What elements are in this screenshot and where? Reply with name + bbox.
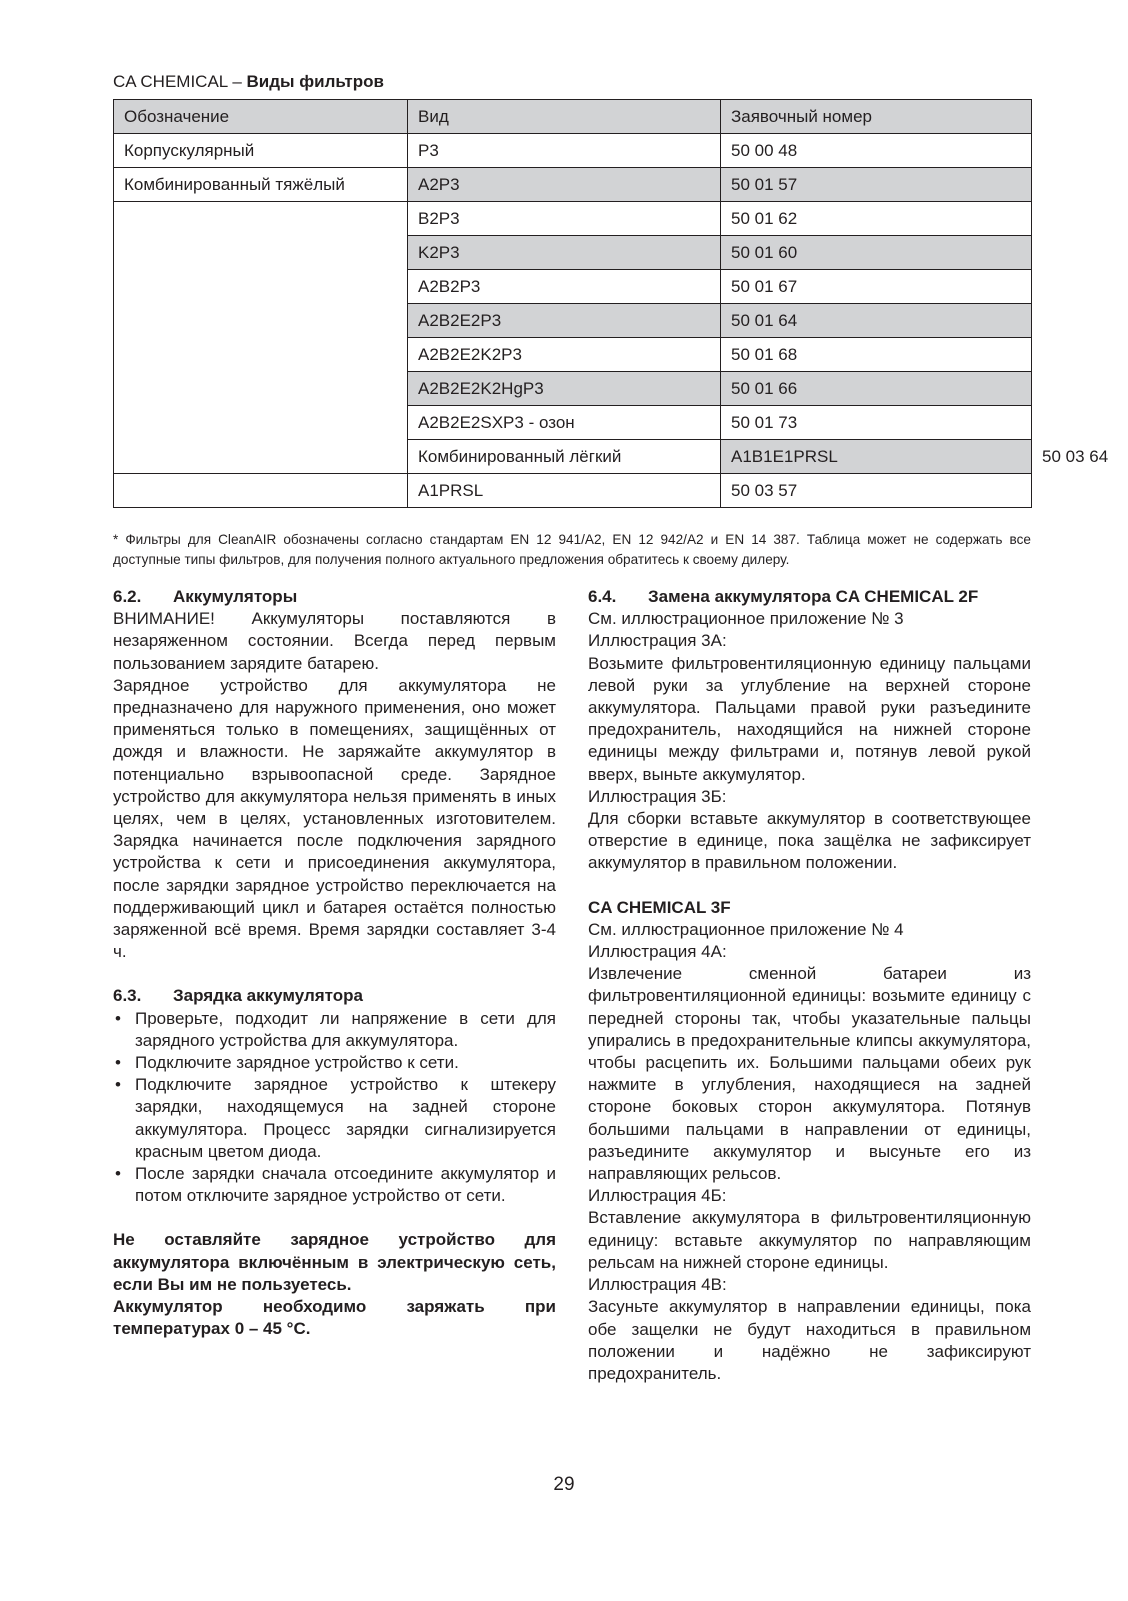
cell-designation [114,202,408,474]
table-row: Комбинированный лёгкий A1B1E1PRSL 50 03 64 [114,440,1032,474]
paragraph-warning: ВНИМАНИЕ! Аккумуляторы поставляются в незаряженном состоянии. Всегда перед первым пользованием зарядите батарею. [113,609,556,673]
cell-order-number: 50 01 62 [721,202,1032,236]
cell-designation [114,474,408,508]
cell-type: A2B2E2K2P3 [408,338,721,372]
paragraph-slide-battery-3f: Засуньте аккумулятор в направлении единицы, пока обе защелки не будут находиться в правильном положении и надёжно не зафиксируют предохранитель. [588,1297,1031,1383]
cell-type: P3 [408,134,721,168]
illustration-label: Иллюстрация 3А: [588,631,727,651]
table-row [114,474,1032,508]
cell-order-number: 50 01 73 [721,406,1032,440]
table-title [113,72,384,92]
paragraph-insert-battery-3f: Вставление аккумулятора в фильтровентиляционную единицу: вставьте аккумулятор по направляющим рельсам на нижней стороне единицы. [588,1208,1031,1272]
illustration-reference: См. иллюстрационное приложение № 4 [588,919,904,939]
right-column [588,586,1031,1385]
cell-order-number: 50 03 57 [721,474,1032,508]
list-item: • Проверьте, подходит ли напряжение в сети для зарядного устройства для аккумулятора. [113,1008,556,1052]
cell-order-number: 50 01 66 [721,372,1032,406]
cell-order-number: 50 01 64 [721,304,1032,338]
cell-order-number: 50 00 48 [721,134,1032,168]
list-item: • Подключите зарядное устройство к штекеру зарядки, находящемуся на задней стороне аккумулятора. Процесс зарядки сигнализируется красным цветом диода. [113,1074,556,1163]
cell-order-number: 50 01 67 [721,270,1032,304]
illustration-label: Иллюстрация 4В: [588,1275,727,1295]
cell-order-number: 50 01 57 [721,168,1032,202]
bold-warning-temperature: Аккумулятор необходимо заряжать при температурах 0 – 45 °C. [113,1297,556,1339]
paragraph-charger-info: Зарядное устройство для аккумулятора не предназначено для наружного применения, оно может применяться только в помещениях, защищённых от дождя и влажности. Не заряжайте аккумулятор в потенциально взрывоопасной среде. Зарядное устройство для аккумулятора нельзя применять в иных целях, чем в целях, установленных изготовителем. Зарядка начинается после подключения зарядного устройства к сети и присоединения аккумулятора, после зарядки зарядное устройство переключается на поддерживающий цикл и батарея остаётся полностью заряженной всё время. Время зарядки составляет 3-4 ч. [113,675,556,962]
list-item: • После зарядки сначала отсоедините аккумулятор и потом отключите зарядное устройство от сети. [113,1163,556,1207]
section-heading-6-3 [113,985,556,1007]
subsection-title-3f: CA CHEMICAL 3F [588,897,731,917]
section-heading-6-2 [113,586,556,608]
cell-order-number: 50 01 60 [721,236,1032,270]
cell-order-number: 50 01 68 [721,338,1032,372]
left-column [113,586,556,1341]
table-title-bold: Виды фильтров [246,72,384,91]
paragraph-remove-battery-3f: Извлечение сменной батареи из фильтровентиляционной единицы: возьмите единицу с передней стороны так, чтобы указательные пальцы упирались в предохранительные клипсы аккумулятора, чтобы расцепить их. Большими пальцами обеих рук нажмите в углубления, находящиеся на задней стороне боковых сторон аккумулятора. Потянув большими пальцами в направлении от единицы, разъедините аккумулятор и высуньте его из направляющих рельсов. [588,964,1031,1184]
illustration-label: Иллюстрация 4А: [588,942,727,962]
table-row [114,202,1032,236]
cell-type: A1B1E1PRSL [721,440,1032,474]
filter-types-table [113,99,1109,508]
cell-type: A2B2E2SXP3 - озон [408,406,721,440]
section-title: Замена аккумулятора CA CHEMICAL 2F [648,587,979,606]
section-number: 6.3. [113,986,142,1006]
paragraph-remove-battery-2f: Возьмите фильтровентиляционную единицу пальцами левой руки за углубление на верхней стороне аккумулятора. Пальцами правой руки разъедините предохранитель, находящийся на нижней стороне единицы между фильтрами и, потянув левой рукой вверх, выньте аккумулятор. [588,653,1031,784]
table-header-row [114,100,1032,134]
cell-type: A2B2E2K2HgP3 [408,372,721,406]
illustration-label: Иллюстрация 4Б: [588,1186,727,1206]
section-number: 6.2. [113,587,142,606]
header-order-number: Заявочный номер [721,100,1032,134]
illustration-reference: См. иллюстрационное приложение № 3 [588,609,904,629]
cell-designation: Корпускулярный [114,134,408,168]
cell-designation: Комбинированный тяжёлый [114,168,408,202]
paragraph-insert-battery-2f: Для сборки вставьте аккумулятор в соответствующее отверстие в единице, пока защёлка не зафиксирует аккумулятор в правильном положении. [588,809,1031,873]
section-title: Зарядка аккумулятора [173,986,363,1006]
charging-steps-list [113,1008,556,1208]
section-heading-6-4 [588,586,1031,608]
cell-type: A2P3 [408,168,721,202]
cell-designation: Комбинированный лёгкий [408,440,721,474]
cell-type: A1PRSL [408,474,721,508]
cell-type: K2P3 [408,236,721,270]
table-title-prefix: CA CHEMICAL – [113,72,247,91]
cell-type: B2P3 [408,202,721,236]
table-row [114,134,1032,168]
cell-type: A2B2E2P3 [408,304,721,338]
header-type: Вид [408,100,721,134]
illustration-label: Иллюстрация 3Б: [588,786,727,806]
section-number: 6.4. [588,587,617,606]
section-title: Аккумуляторы [173,587,298,606]
table-footnote: * Фильтры для CleanAIR обозначены согласно стандартам EN 12 941/A2, EN 12 942/A2 и EN 14 387. Таблица может не содержать все доступные типы фильтров, для получения полного актуального предложения обратитесь к своему дилеру. [113,532,1031,567]
page-number: 29 [553,1474,575,1495]
header-designation: Обозначение [114,100,408,134]
table-row [114,168,1032,202]
cell-type: A2B2P3 [408,270,721,304]
list-item: • Подключите зарядное устройство к сети. [113,1052,556,1074]
bold-warning-unplug: Не оставляйте зарядное устройство для аккумулятора включённым в электрическую сеть, если Вы им не пользуетесь. [113,1230,556,1294]
